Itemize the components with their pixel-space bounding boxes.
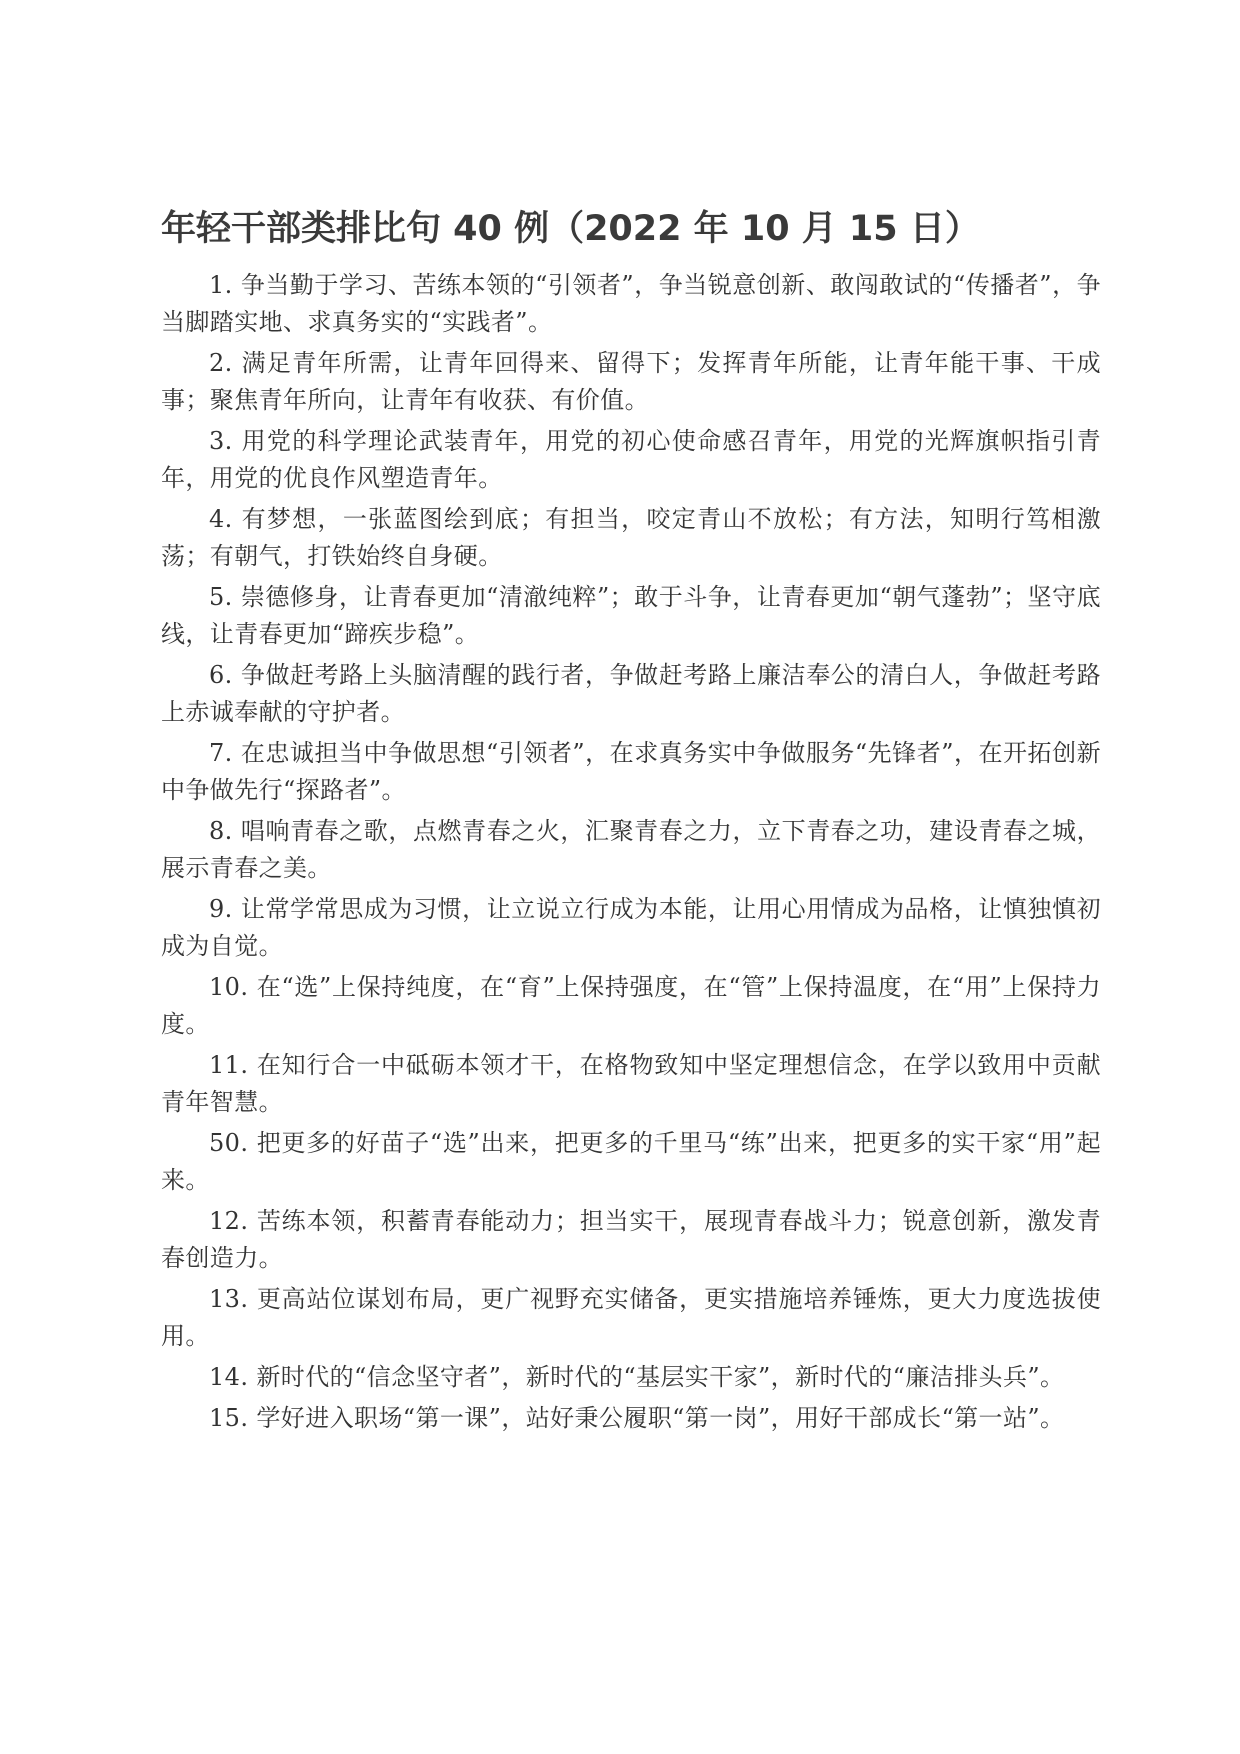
paragraph-1: 1. 争当勤于学习、苦练本领的“引领者”，争当锐意创新、敢闯敢试的“传播者”，争当脚踏实地、求真务实的“实践者”。 (161, 271, 1101, 336)
paragraph-7: 7. 在忠诚担当中争做思想“引领者”，在求真务实中争做服务“先锋者”，在开拓创新中争做先行“探路者”。 (161, 739, 1101, 804)
paragraph-11: 11. 在知行合一中砥砺本领才干，在格物致知中坚定理想信念，在学以致用中贡献青年智慧。 (161, 1051, 1101, 1116)
paragraph-10: 10. 在“选”上保持纯度，在“育”上保持强度，在“管”上保持温度，在“用”上保持力度。 (161, 973, 1101, 1038)
paragraph-15: 15. 学好进入职场“第一课”，站好秉公履职“第一岗”，用好干部成长“第一站”。 (209, 1404, 1065, 1432)
paragraph-12: 12. 苦练本领，积蓄青春能动力；担当实干，展现青春战斗力；锐意创新，激发青春创造力。 (161, 1207, 1101, 1272)
paragraph-3: 3. 用党的科学理论武装青年，用党的初心使命感召青年，用党的光辉旗帜指引青年，用党的优良作风塑造青年。 (161, 427, 1101, 492)
document-page (161, 205, 1101, 1441)
paragraph-6: 6. 争做赶考路上头脑清醒的践行者，争做赶考路上廉洁奉公的清白人，争做赶考路上赤诚奉献的守护者。 (161, 661, 1101, 726)
paragraph-2: 2. 满足青年所需，让青年回得来、留得下；发挥青年所能，让青年能干事、干成事；聚焦青年所向，让青年有收获、有价值。 (161, 349, 1101, 414)
paragraph-50: 50. 把更多的好苗子“选”出来，把更多的千里马“练”出来，把更多的实干家“用”起来。 (161, 1129, 1101, 1194)
paragraph-14: 14. 新时代的“信念坚守者”，新时代的“基层实干家”，新时代的“廉洁排头兵”。 (209, 1363, 1065, 1391)
document-title: 年轻干部类排比句 40 例（2022 年 10 月 15 日） (161, 209, 980, 249)
paragraph-4: 4. 有梦想，一张蓝图绘到底；有担当，咬定青山不放松；有方法，知明行笃相激荡；有朝气，打铁始终自身硬。 (161, 505, 1101, 570)
paragraph-5: 5. 崇德修身，让青春更加“清澈纯粹”；敢于斗争，让青春更加“朝气蓬勃”；坚守底线，让青春更加“蹄疾步稳”。 (161, 583, 1101, 648)
paragraph-13: 13. 更高站位谋划布局，更广视野充实储备，更实措施培养锤炼，更大力度选拔使用。 (161, 1285, 1101, 1350)
paragraph-8: 8. 唱响青春之歌，点燃青春之火，汇聚青春之力，立下青春之功，建设青春之城，展示青春之美。 (161, 817, 1101, 882)
paragraph-9: 9. 让常学常思成为习惯，让立说立行成为本能，让用心用情成为品格，让慎独慎初成为自觉。 (161, 895, 1101, 960)
